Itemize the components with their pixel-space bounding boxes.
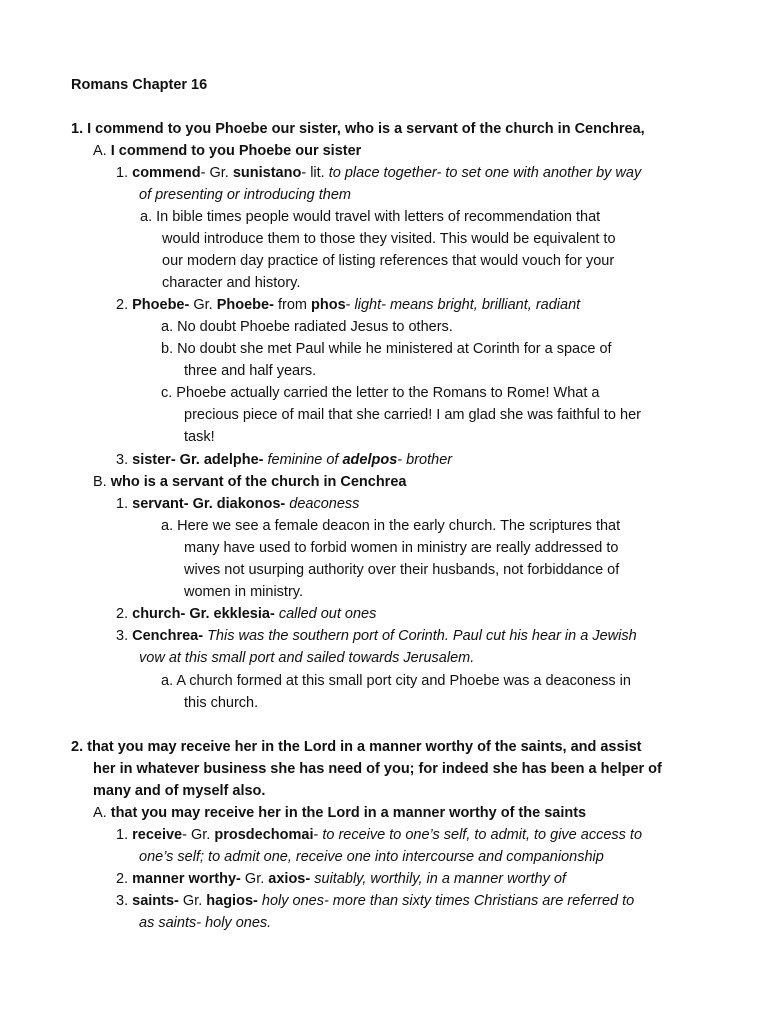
- text-run: B.: [93, 474, 111, 490]
- outline-line: [184, 537, 618, 559]
- text-run: as saints- holy ones.: [139, 915, 272, 931]
- text-run: from: [273, 297, 311, 313]
- text-run: servant- Gr. diakonos-: [132, 496, 286, 512]
- text-run: Phoebe-: [132, 297, 190, 313]
- text-run: task!: [184, 429, 215, 445]
- text-run: Gr.: [189, 297, 217, 313]
- outline-line: [139, 846, 604, 868]
- outline-line: [93, 780, 265, 802]
- text-run: Gr.: [178, 893, 207, 909]
- text-run: Gr.: [240, 871, 269, 887]
- text-run: b. No doubt she met Paul while he ministered at Corinth for a space of: [161, 341, 612, 357]
- outline-line: [93, 471, 406, 493]
- text-run: that you may receive her in the Lord in a manner worthy of the saints: [110, 805, 587, 821]
- text-run: this church.: [184, 695, 259, 711]
- text-run: I commend to you Phoebe our sister: [110, 143, 362, 159]
- text-run: precious piece of mail that she carried! I am glad she was faithful to her: [184, 407, 641, 423]
- text-run: a. In bible times people would travel with letters of recommendation that: [140, 209, 601, 225]
- text-run: A.: [93, 805, 111, 821]
- outline-line: [116, 603, 376, 625]
- outline-line: [116, 449, 452, 471]
- text-run: 2.: [116, 871, 133, 887]
- text-run: saints-: [132, 893, 179, 909]
- text-run: prosdechomai: [214, 827, 314, 843]
- outline-line: [161, 515, 620, 537]
- text-run: c. Phoebe actually carried the letter to the Romans to Rome! What a: [161, 385, 600, 401]
- outline-line: [161, 382, 599, 404]
- outline-line: [116, 294, 580, 316]
- text-run: would introduce them to those they visited. This would be equivalent to: [162, 231, 616, 247]
- outline-line: [116, 824, 642, 846]
- text-run: a. No doubt Phoebe radiated Jesus to others.: [161, 319, 453, 335]
- text-run: Phoebe-: [216, 297, 274, 313]
- text-run: 2.: [116, 606, 133, 622]
- text-run: character and history.: [162, 275, 301, 291]
- text-run: -: [313, 827, 323, 843]
- text-run: many have used to forbid women in ministry are really addressed to: [184, 540, 619, 556]
- text-run: many and of myself also.: [93, 783, 266, 799]
- text-run: church- Gr. ekklesia-: [132, 606, 275, 622]
- text-run: who is a servant of the church in Cenchrea: [110, 474, 407, 490]
- text-run: holy ones- more than sixty times Christians are referred to: [261, 893, 635, 909]
- outline-line: [116, 890, 634, 912]
- text-run: 1.: [116, 496, 133, 512]
- outline-line: [162, 228, 616, 250]
- text-run: -: [345, 297, 355, 313]
- outline-line: [139, 647, 474, 669]
- text-run: women in ministry.: [184, 584, 303, 600]
- text-run: - Gr.: [182, 827, 215, 843]
- text-run: wives not usurping authority over their husbands, not forbiddance of: [184, 562, 620, 578]
- outline-line: [140, 206, 600, 228]
- outline-line: [161, 316, 453, 338]
- outline-line: [116, 625, 637, 647]
- outline-line: [161, 338, 612, 360]
- text-run: to receive to one’s self, to admit, to give access to: [322, 827, 643, 843]
- outline-line: [139, 184, 351, 206]
- text-run: 3.: [116, 628, 133, 644]
- text-run: 1.: [116, 827, 133, 843]
- text-run: a. Here we see a female deacon in the early church. The scriptures that: [161, 518, 621, 534]
- text-run: commend: [132, 165, 201, 181]
- text-run: three and half years.: [184, 363, 317, 379]
- text-run: 1. I commend to you Phoebe our sister, who is a servant of the church in Cenchrea,: [71, 121, 645, 137]
- text-run: 3.: [116, 893, 133, 909]
- outline-line: [161, 670, 631, 692]
- outline-line: [184, 581, 303, 603]
- text-run: manner worthy-: [132, 871, 241, 887]
- text-run: deaconess: [289, 496, 360, 512]
- outline-line: [93, 802, 586, 824]
- page-title: Romans Chapter 16: [71, 77, 208, 93]
- text-run: our modern day practice of listing references that would vouch for your: [162, 253, 615, 269]
- text-run: This was the southern port of Corinth. Paul cut his hear in a Jewish: [207, 628, 637, 644]
- text-run: her in whatever business she has need of you; for indeed she has been a helper of: [93, 761, 662, 777]
- outline-line: [116, 493, 359, 515]
- text-run: A.: [93, 143, 111, 159]
- outline-line: [93, 758, 662, 780]
- text-run: vow at this small port and sailed towards Jerusalem.: [139, 650, 475, 666]
- outline-line: [71, 736, 641, 758]
- outline-line: [184, 426, 215, 448]
- text-run: axios-: [268, 871, 311, 887]
- outline-line: [93, 140, 361, 162]
- text-run: - brother: [397, 452, 453, 468]
- text-run: suitably, worthily, in a manner worthy of: [314, 871, 566, 887]
- text-run: called out ones: [278, 606, 377, 622]
- outline-line: [184, 360, 316, 382]
- outline-line: [116, 162, 641, 184]
- outline-line: [162, 272, 300, 294]
- outline-line: [139, 912, 271, 934]
- outline-line: [162, 250, 614, 272]
- outline-line: [184, 692, 258, 714]
- text-run: hagios-: [206, 893, 258, 909]
- text-run: adelpos: [342, 452, 398, 468]
- text-run: - Gr.: [200, 165, 233, 181]
- text-run: a. A church formed at this small port city and Phoebe was a deaconess in: [161, 673, 631, 689]
- text-run: feminine of: [267, 452, 343, 468]
- text-run: phos: [311, 297, 346, 313]
- outline-line: [184, 404, 641, 426]
- outline-line: [71, 118, 645, 140]
- text-run: to place together- to set one with another by way: [328, 165, 642, 181]
- text-run: 3.: [116, 452, 133, 468]
- text-run: light- means bright, brilliant, radiant: [354, 297, 581, 313]
- text-run: one’s self; to admit one, receive one into intercourse and companionship: [139, 849, 604, 865]
- text-run: 2.: [116, 297, 133, 313]
- text-run: 1.: [116, 165, 133, 181]
- text-run: sunistano: [232, 165, 302, 181]
- outline-line: [116, 868, 566, 890]
- text-run: - lit.: [301, 165, 329, 181]
- text-run: of presenting or introducing them: [139, 187, 351, 203]
- text-run: 2. that you may receive her in the Lord in a manner worthy of the saints, and assist: [71, 739, 642, 755]
- text-run: Cenchrea-: [132, 628, 204, 644]
- text-run: receive: [132, 827, 183, 843]
- outline-line: [184, 559, 619, 581]
- text-run: sister- Gr. adelphe-: [132, 452, 264, 468]
